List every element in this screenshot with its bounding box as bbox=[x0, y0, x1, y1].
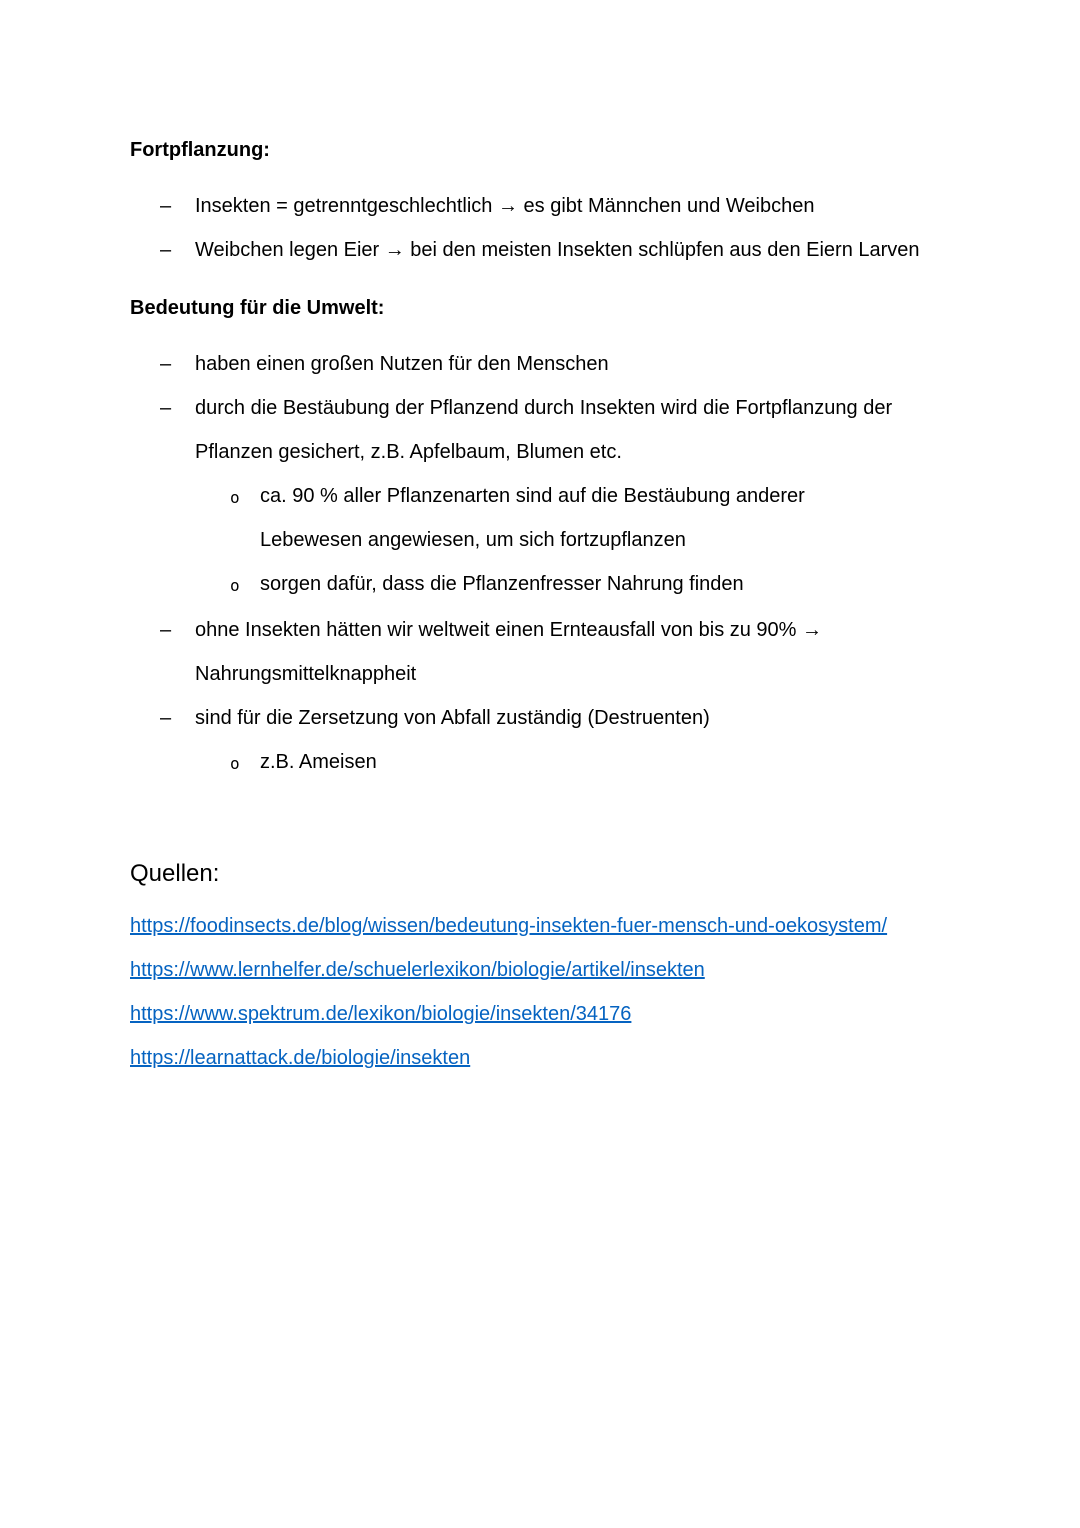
list-item-text: haben einen großen Nutzen für den Menschen bbox=[195, 353, 609, 375]
source-link-row bbox=[130, 1036, 950, 1080]
source-link[interactable]: https://www.lernhelfer.de/schuelerlexikon/biologie/artikel/insekten bbox=[130, 959, 705, 981]
circle-bullet-icon: o bbox=[230, 576, 240, 595]
dash-bullet-icon: – bbox=[160, 619, 172, 641]
dash-bullet-icon: – bbox=[160, 239, 172, 261]
list-item-text: ca. 90 % aller Pflanzenarten sind auf die Bestäubung anderer Lebewesen angewiesen, um sich fortzupflanzen bbox=[260, 485, 805, 551]
list-item bbox=[130, 184, 950, 228]
list-item-text: sorgen dafür, dass die Pflanzenfresser Nahrung finden bbox=[260, 573, 744, 595]
list-item-text: z.B. Ameisen bbox=[260, 751, 377, 773]
source-link[interactable]: https://foodinsects.de/blog/wissen/bedeutung-insekten-fuer-mensch-und-oekosystem/ bbox=[130, 915, 888, 937]
list-item bbox=[130, 608, 950, 696]
list-item bbox=[130, 342, 950, 386]
dash-bullet-icon: – bbox=[160, 707, 172, 729]
sources-heading: Quellen: bbox=[130, 860, 220, 887]
list-item-text: ohne Insekten hätten wir weltweit einen Ernteausfall von bis zu 90% → Nahrungsmittelknappheit bbox=[195, 619, 823, 685]
list-sub-item bbox=[130, 562, 950, 608]
list-item-text: durch die Bestäubung der Pflanzend durch Insekten wird die Fortpflanzung der Pflanzen gesichert, z.B. Apfelbaum, Blumen etc. bbox=[195, 397, 893, 463]
sources-section bbox=[130, 852, 950, 1080]
list-sub-item bbox=[130, 474, 950, 562]
list-item bbox=[130, 228, 950, 272]
list-item-text: Insekten = getrenntgeschlechtlich → es gibt Männchen und Weibchen bbox=[195, 195, 815, 217]
circle-bullet-icon: o bbox=[230, 488, 240, 507]
list-item bbox=[130, 696, 950, 740]
list-item-text: sind für die Zersetzung von Abfall zuständig (Destruenten) bbox=[195, 707, 710, 729]
source-link-row bbox=[130, 948, 950, 992]
source-link-row bbox=[130, 904, 950, 948]
list-sub-item bbox=[130, 740, 950, 786]
list-item-text: Weibchen legen Eier → bei den meisten Insekten schlüpfen aus den Eiern Larven bbox=[195, 239, 920, 261]
section-heading-bedeutung: Bedeutung für die Umwelt: bbox=[130, 297, 385, 319]
dash-bullet-icon: – bbox=[160, 195, 172, 217]
source-link[interactable]: https://www.spektrum.de/lexikon/biologie/insekten/34176 bbox=[130, 1003, 632, 1025]
dash-bullet-icon: – bbox=[160, 353, 172, 375]
source-link-row bbox=[130, 992, 950, 1036]
source-link[interactable]: https://learnattack.de/biologie/insekten bbox=[130, 1047, 471, 1069]
dash-bullet-icon: – bbox=[160, 397, 172, 419]
section-heading-fortpflanzung: Fortpflanzung: bbox=[130, 139, 270, 161]
circle-bullet-icon: o bbox=[230, 754, 240, 773]
list-item bbox=[130, 386, 950, 474]
